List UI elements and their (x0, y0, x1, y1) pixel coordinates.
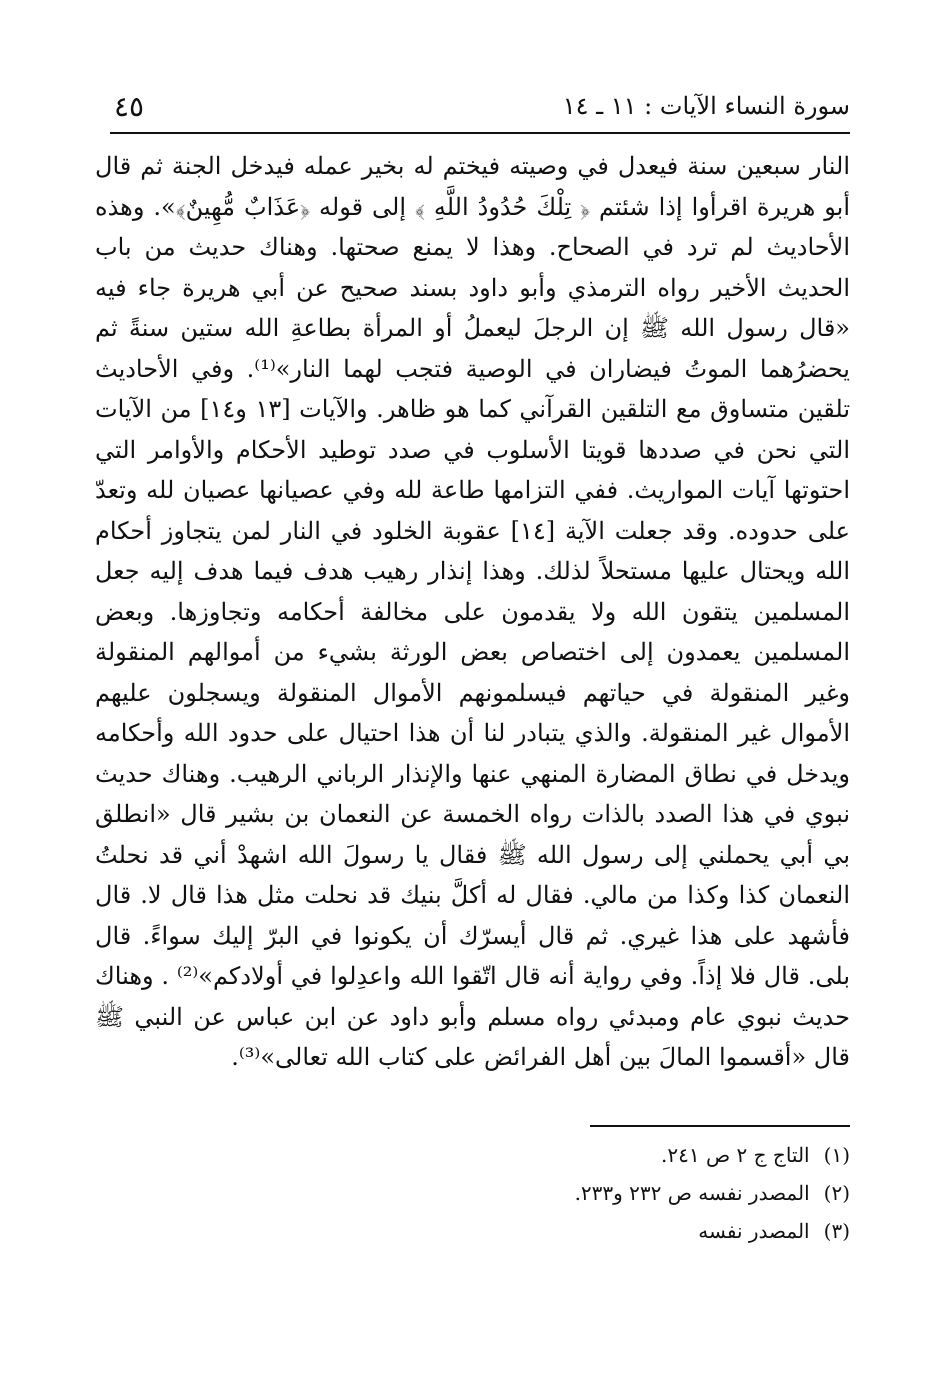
footnote-marker: (٢) (823, 1181, 850, 1205)
footnote-2 (350, 1174, 850, 1212)
main-text (95, 146, 850, 1078)
header-divider (110, 132, 850, 134)
running-header (110, 88, 850, 128)
body-paragraph: النار سبعين سنة فيعدل في وصيته فيختم له بخير عمله فيدخل الجنة ثم قال أبو هريرة اقرأوا إذا شئتم ﴿ تِلْكَ حُدُودُ اللَّهِ ﴾ إلى قوله ﴿عَذَابٌ مُّهِينٌ﴾». وهذه الأحاديث لم ترد في الصحاح. وهذا لا يمنع صحتها. وهناك حديث من باب الحديث الأخير رواه الترمذي وأبو داود بسند صحيح عن أبي هريرة جاء فيه «قال رسول الله ﷺ إن الرجلَ ليعملُ أو المرأة بطاعةِ الله ستين سنةً ثم يحضرُهما الموتُ فيضاران في الوصية فتجب لهما النار»⁽¹⁾. وفي الأحاديث تلقين متساوق مع التلقين القرآني كما هو ظاهر. والآيات [١٣ و١٤] من الآيات التي نحن في صددها قويتا الأسلوب في صدد توطيد الأحكام والأوامر التي احتوتها آيات المواريث. ففي التزامها طاعة لله وفي عصيانها عصيان لله وتعدّ على حدوده. وقد جعلت الآية [١٤] عقوبة الخلود في النار لمن يتجاوز أحكام الله ويحتال عليها مستحلاً لذلك. وهذا إنذار رهيب هدف فيما هدف إليه جعل المسلمين يتقون الله ولا يقدمون على مخالفة أحكامه وتجاوزها. وبعض المسلمين يعمدون إلى اختصاص بعض الورثة بشيء من أموالهم المنقولة وغير المنقولة في حياتهم فيسلمونهم الأموال المنقولة ويسجلون عليهم الأموال غير المنقولة. والذي يتبادر لنا أن هذا احتيال على حدود الله وأحكامه ويدخل في نطاق المضارة المنهي عنها والإنذار الرباني الرهيب. وهناك حديث نبوي في هذا الصدد بالذات رواه الخمسة عن النعمان بن بشير قال «انطلق بي أبي يحملني إلى رسول الله ﷺ فقال يا رسولَ الله اشهدْ أني قد نحلتُ النعمان كذا وكذا من مالي. فقال له أكلَّ بنيك قد نحلت مثل هذا قال لا. قال فأشهد على هذا غيري. ثم قال أيسرّك أن يكونوا في البرّ إليك سواءً. قال بلى. قال فلا إذاً. وفي رواية أنه قال اتّقوا الله واعدِلوا في أولادكم»⁽²⁾ . وهناك حديث نبوي عام ومبدئي رواه مسلم وأبو داود عن ابن عباس عن النبي ﷺ قال «أقسموا المالَ بين أهل الفرائض على كتاب الله تعالى»⁽³⁾. (95, 152, 851, 1071)
footnote-1 (350, 1136, 850, 1174)
header-title: سورة النساء الآيات : ١١ ـ ١٤ (562, 92, 850, 120)
footnote-text: التاج ج ٢ ص ٢٤١. (661, 1143, 810, 1167)
footnotes (350, 1136, 850, 1250)
footnote-divider (590, 1125, 850, 1127)
footnote-marker: (٣) (823, 1219, 850, 1243)
footnote-marker: (١) (823, 1143, 850, 1167)
page-number: ٤٥ (114, 90, 145, 123)
footnote-text: المصدر نفسه (698, 1219, 810, 1243)
footnote-text: المصدر نفسه ص ٢٣٢ و٢٣٣. (574, 1181, 810, 1205)
footnote-3 (350, 1212, 850, 1250)
